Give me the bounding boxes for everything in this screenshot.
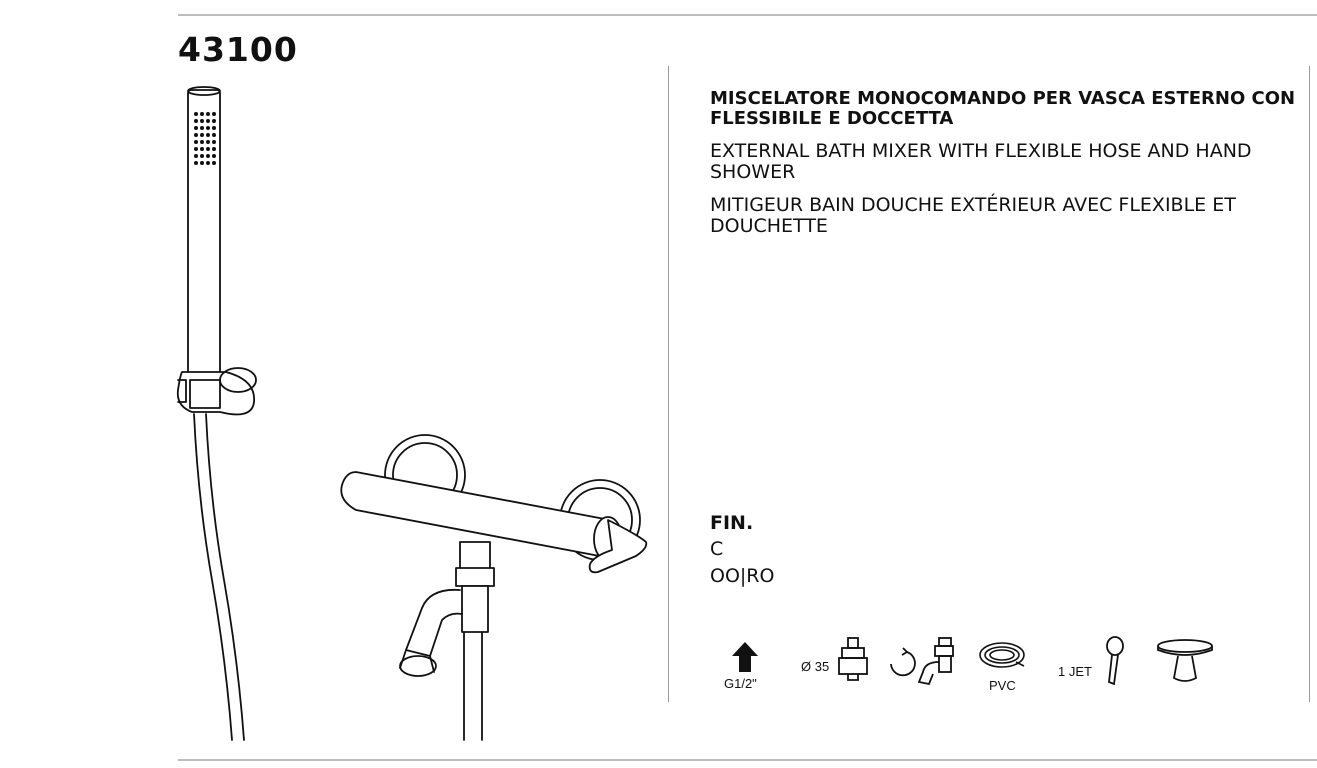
divider-right	[1309, 66, 1310, 702]
finishes-block	[710, 510, 774, 590]
finishes-label: FIN.	[710, 512, 754, 534]
top-rule	[178, 14, 1317, 16]
title-english: EXTERNAL BATH MIXER WITH FLEXIBLE HOSE AND HAND SHOWER	[710, 140, 1252, 183]
finish-line-2: OO|RO	[710, 565, 775, 587]
pvc-hose-icon	[978, 640, 1026, 674]
wall-support-icon	[1156, 638, 1214, 686]
cartridge-label: Ø 35	[801, 659, 830, 674]
hose-drawing	[194, 414, 232, 740]
product-drawing	[160, 80, 660, 745]
mixer-drawing	[341, 435, 646, 740]
connection-label: G1/2"	[724, 676, 757, 691]
connection-arrow-icon	[732, 642, 758, 672]
bottom-rule	[178, 759, 1317, 761]
feature-icons	[720, 630, 1300, 700]
divider-left	[668, 66, 669, 702]
product-code: 43100	[178, 30, 298, 69]
title-french: MITIGEUR BAIN DOUCHE EXTÉRIEUR AVEC FLEXIBLE ET DOUCHETTE	[710, 194, 1236, 237]
hand-shower-icon	[1102, 636, 1128, 686]
wall-holder-drawing	[178, 368, 256, 414]
diverter-icon	[887, 634, 959, 686]
hose-label: PVC	[989, 678, 1016, 693]
title-italian: MISCELATORE MONOCOMANDO PER VASCA ESTERNO CON FLESSIBILE E DOCCETTA	[710, 88, 1296, 129]
description-block	[710, 89, 1300, 249]
jet-label: 1 JET	[1058, 664, 1092, 679]
cartridge-icon	[836, 636, 870, 682]
finish-line-1: C	[710, 538, 724, 560]
hand-shower-drawing	[188, 87, 220, 380]
